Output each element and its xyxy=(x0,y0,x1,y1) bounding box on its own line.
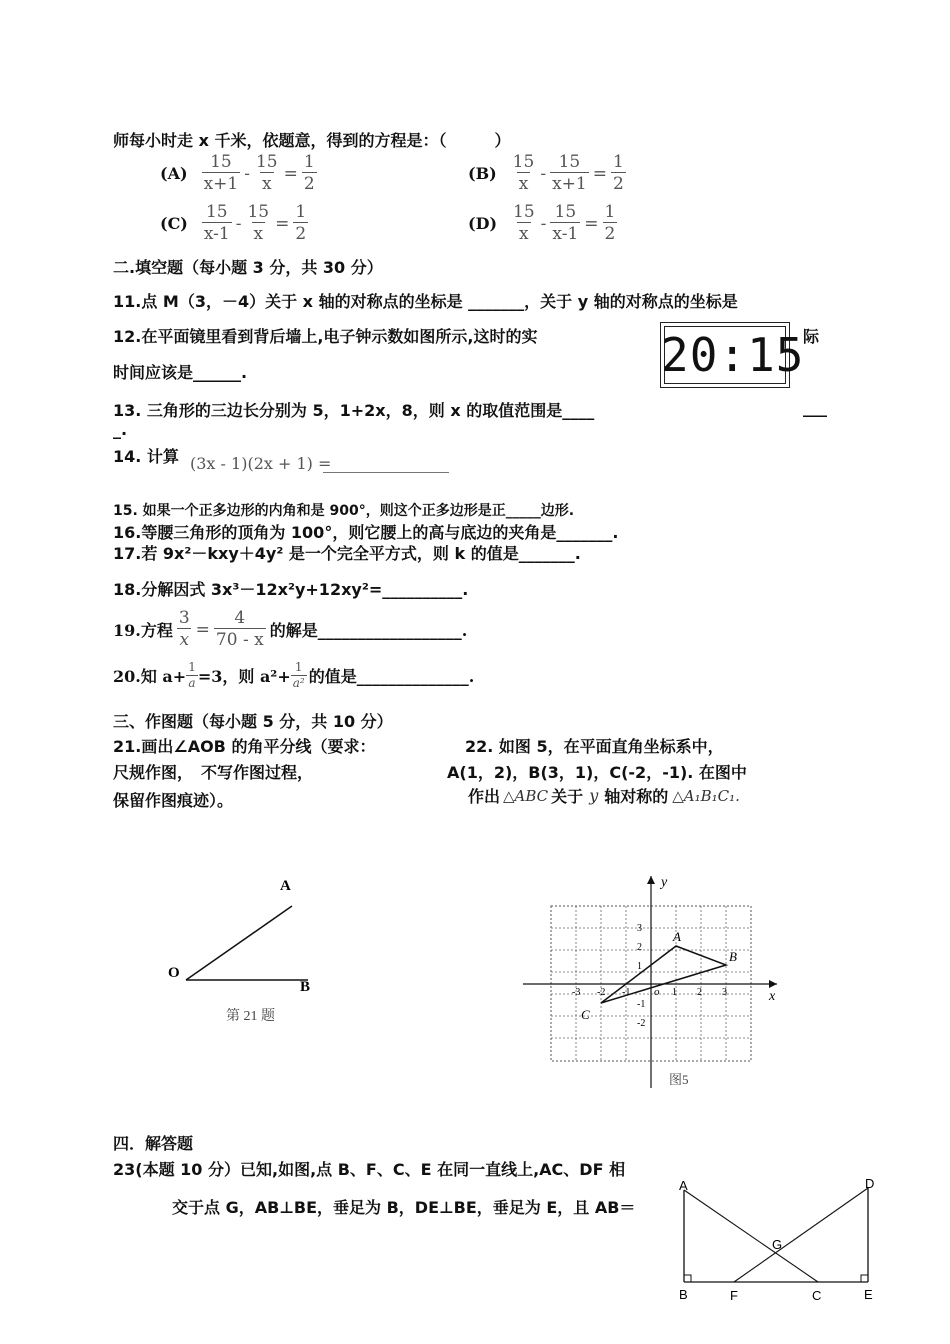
q10-stem: 师每小时走 x 千米，依题意，得到的方程是：（ ） xyxy=(113,131,511,150)
origin-label: o xyxy=(654,986,660,998)
q15: 15. 如果一个正多边形的内角和是 900°，则这个正多边形是正_____边形. xyxy=(113,503,575,519)
q20: 20.知 a+ $\frac{1}{a}$ =3，则 a²+ $\frac{1}{\text{a²}}$ 的值是______________. xyxy=(113,660,475,690)
q14-answer-line xyxy=(323,472,449,473)
q12-tail: 际 xyxy=(803,327,820,346)
q10-option-a: (A) $\frac{15}{x+1}$ - $\frac{15}{x}$ = $\frac{1}{2}$ xyxy=(160,152,315,194)
q10-option-c: (C) $\frac{15}{x-1}$ - $\frac{15}{x}$ = $\frac{1}{2}$ xyxy=(160,202,307,244)
q23-geometry-figure xyxy=(672,1172,887,1332)
angle-aob-figure xyxy=(160,870,330,1040)
y-axis-arrow-icon xyxy=(647,876,655,884)
figure-5-caption: 图5 xyxy=(669,1072,689,1087)
y-axis-label: y xyxy=(661,875,668,890)
option-label: (D) xyxy=(468,214,498,233)
point-c-label: C xyxy=(581,1007,590,1022)
q13-line2: _. xyxy=(113,420,128,439)
label-e: E xyxy=(864,1287,873,1302)
q17: 17.若 9x²－kxy＋4y² 是一个完全平方式，则 k 的值是_______. xyxy=(113,544,581,563)
x-tick-label: 3 xyxy=(722,987,727,998)
q16: 16.等腰三角形的顶角为 100°，则它腰上的高与底边的夹角是_______. xyxy=(113,523,619,542)
segment-ac xyxy=(684,1190,818,1282)
point-a-label: A xyxy=(673,929,681,944)
q10-option-d: (D) $\frac{15}{x}$ - $\frac{15}{x-1}$ = $\frac{1}{2}$ xyxy=(468,202,616,244)
q21-caption: 第 21 题 xyxy=(226,1009,275,1024)
label-a: A xyxy=(280,878,291,894)
y-tick-label: 2 xyxy=(637,942,642,953)
x-tick-label: 1 xyxy=(672,987,677,998)
right-angle-e-icon xyxy=(861,1275,868,1282)
section-3-heading: 三、作图题（每小题 5 分，共 10 分） xyxy=(113,712,393,731)
q13-tail: ___ xyxy=(803,398,827,417)
label-b: B xyxy=(679,1287,688,1302)
q10-option-b: (B) $\frac{15}{x}$ - $\frac{15}{x+1}$ = $\frac{1}{2}$ xyxy=(468,152,624,194)
label-o: O xyxy=(168,965,180,981)
q23-line2: 交于点 G，AB⊥BE，垂足为 B，DE⊥BE，垂足为 E，且 AB＝ xyxy=(172,1198,636,1217)
y-tick-label: -2 xyxy=(637,1018,646,1029)
y-tick-label: 1 xyxy=(637,961,642,972)
option-label: (C) xyxy=(160,214,188,233)
digital-clock xyxy=(660,322,805,388)
q23-line1: 23(本题 10 分）已知,如图,点 B、F、C、E 在同一直线上,AC、DF 相 xyxy=(113,1160,626,1179)
x-tick-label: -3 xyxy=(572,987,581,998)
q22-line3: 作出 △ABC 关于 y 轴对称的 △A₁B₁C₁. xyxy=(468,786,740,806)
q21-line2: 尺规作图， 不写作图过程， xyxy=(113,763,314,782)
x-tick-label: -2 xyxy=(597,987,606,998)
point-b-label: B xyxy=(729,949,737,964)
label-b: B xyxy=(300,979,311,995)
ray-oa xyxy=(186,906,292,980)
label-a: A xyxy=(679,1178,688,1193)
x-axis-label: x xyxy=(769,989,776,1004)
label-d: D xyxy=(865,1176,875,1191)
q19: 19.方程 $\frac{3}{x}$ = $\frac{4}{70 - x}$ 的解是__________________. xyxy=(113,608,468,650)
q13-line1: 13. 三角形的三边长分别为 5，1+2x，8，则 x 的取值范围是____ xyxy=(113,401,595,420)
label-g: G xyxy=(772,1237,783,1252)
segment-df xyxy=(734,1188,868,1282)
option-label: (B) xyxy=(468,164,497,183)
coordinate-grid-figure xyxy=(515,870,785,1095)
q21-line3: 保留作图痕迹）。 xyxy=(113,791,234,810)
x-tick-label: -1 xyxy=(622,987,631,998)
x-axis-arrow-icon xyxy=(769,980,777,988)
label-c: C xyxy=(812,1288,822,1303)
label-f: F xyxy=(730,1288,738,1303)
y-tick-label: -1 xyxy=(637,999,646,1010)
section-2-heading: 二.填空题（每小题 3 分，共 30 分） xyxy=(113,258,383,277)
x-tick-label: 2 xyxy=(697,987,702,998)
q14-prefix: 14. 计算 xyxy=(113,447,179,466)
clock-display: 20:15 xyxy=(661,328,805,382)
option-label: (A) xyxy=(160,164,188,183)
q12-line1: 12.在平面镜里看到背后墙上,电子钟示数如图所示,这时的实 xyxy=(113,327,538,346)
right-angle-b-icon xyxy=(684,1275,691,1282)
q22-line1: 22. 如图 5，在平面直角坐标系中， xyxy=(465,737,724,756)
q11: 11.点 M（3，－4）关于 x 轴的对称点的坐标是 _______，关于 y 轴的对称点的坐标是 xyxy=(113,292,738,311)
q14-expression: (3x - 1)(2x + 1) = xyxy=(190,454,332,473)
q18: 18.分解因式 3x³－12x²y+12xy²=__________. xyxy=(113,580,469,599)
triangle-abc xyxy=(601,946,726,1003)
q12-line2: 时间应该是______. xyxy=(113,363,248,382)
q21-line1: 21.画出∠AOB 的角平分线（要求： xyxy=(113,737,376,756)
y-tick-label: 3 xyxy=(637,923,642,934)
q22-line2: A(1，2)，B(3，1)，C(-2，-1). 在图中 xyxy=(447,763,747,782)
section-4-heading: 四．解答题 xyxy=(113,1134,194,1153)
